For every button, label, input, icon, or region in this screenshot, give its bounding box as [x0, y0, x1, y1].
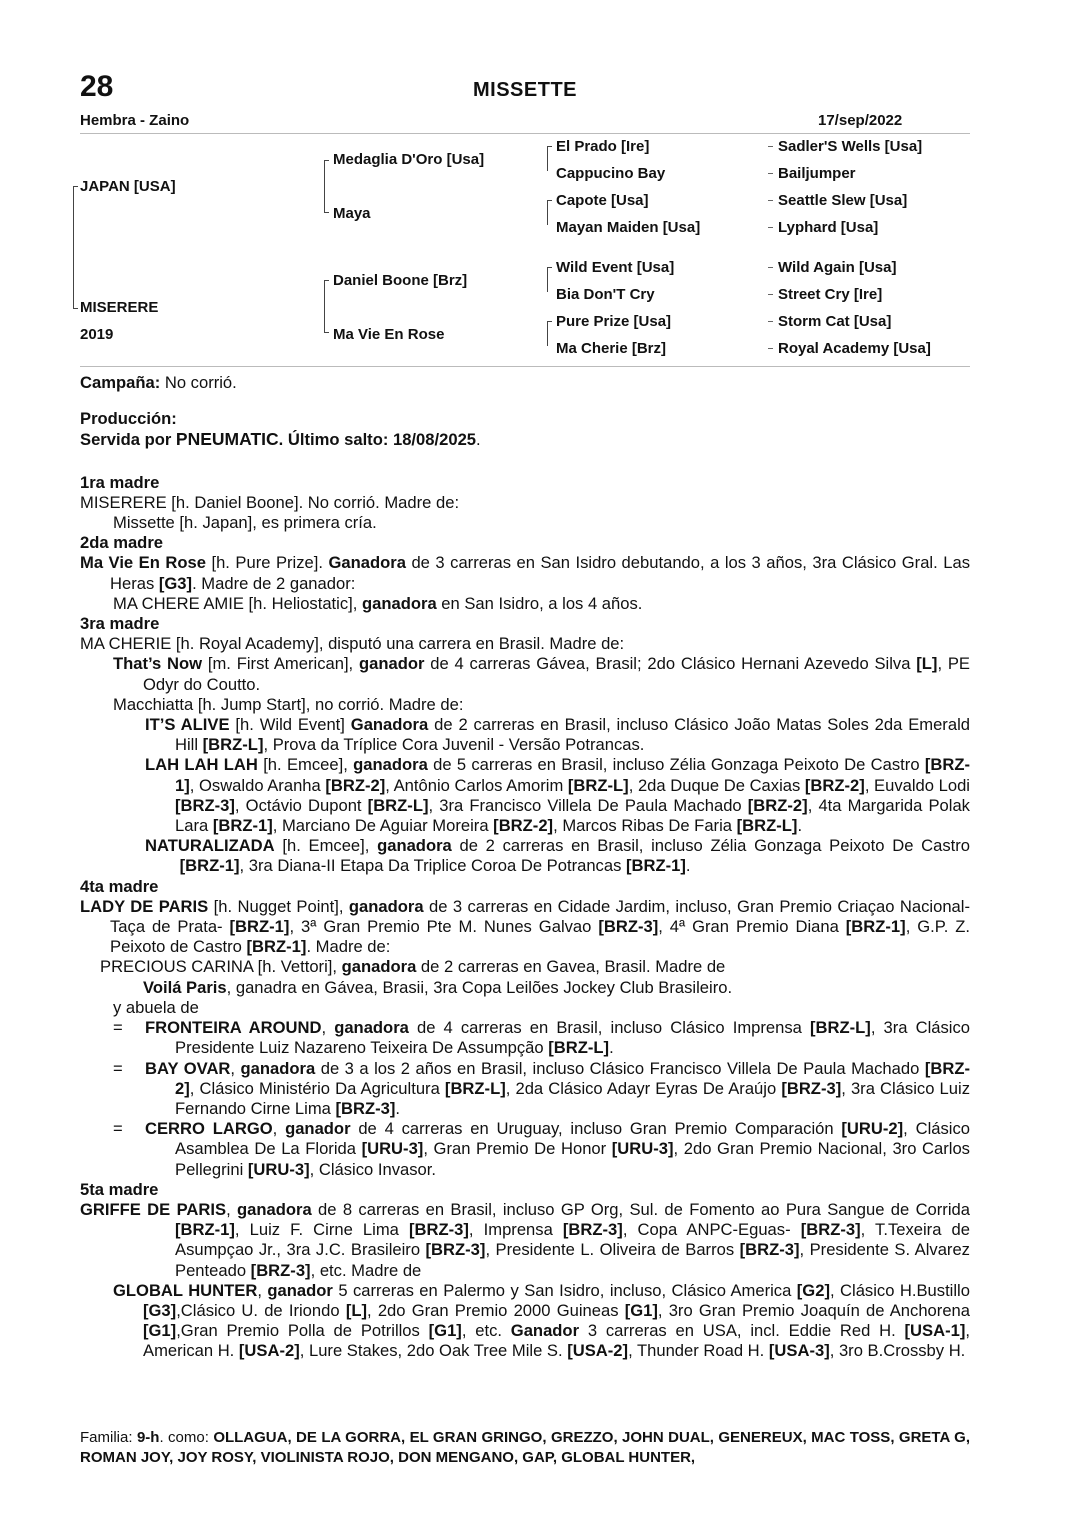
pedigree-chart [80, 134, 970, 366]
pedigree-bracket [73, 186, 74, 308]
family-names: OLLAGUA, DE LA GORRA, EL GRAN GRINGO, GREZZO, JOHN DUAL, GENEREUX, MAC TOSS, GRETA G, ROMAN JOY, JOY ROSY, VIOLINISTA ROJO, DON MENGANO, GAP, GLOBAL HUNTER, [80, 1429, 970, 1466]
dam-4-great-2: = BAY OVAR, ganadora de 3 a los 2 años en Brasil, incluso Clásico Francisco Villela De Paula Machado [BRZ-2], Clásico Ministério Da Agricultura [BRZ-L], 2da Clásico Adayr Eyras De Araújo [BRZ-3], 3ra Clásico Luiz Fernando Cirne Lima [BRZ-3]. [113, 1058, 970, 1118]
pedigree-bracket [547, 267, 548, 292]
pedigree-bracket [547, 200, 548, 225]
campaign-text: No corrió. [160, 373, 237, 392]
pedigree-dash [768, 146, 773, 147]
production-label: Producción: [80, 409, 177, 429]
dam-3-grand-3: NATURALIZADA [h. Emcee], ganadora de 2 carreras en Brasil, incluso Zélia Gonzaga Peixoto De Castro [BRZ-1], 3ra Diana-II Etapa Da Triplice Coroa De Potrancas [BRZ-1]. [145, 836, 970, 876]
pedigree-gen3-8: Ma Cherie [Brz] [556, 340, 667, 357]
pedigree-gen3-3: Capote [Usa] [556, 192, 649, 209]
pedigree-gen2-4: Ma Vie En Rose [333, 326, 445, 343]
pedigree-gen4-4: Lyphard [Usa] [778, 219, 879, 236]
family-como: . como: [159, 1429, 214, 1446]
section-3ra-madre: 3ra madre [80, 614, 160, 634]
lot-number: 28 [80, 70, 114, 103]
pedigree-gen2-2: Maya [333, 205, 371, 222]
pedigree-gen2-1: Medaglia D'Oro [Usa] [333, 151, 485, 168]
dam-5-produce-1: GLOBAL HUNTER, ganador 5 carreras en Palermo y San Isidro, incluso, Clásico America [G2], Clásico H.Bustillo [G3],Clásico U. de Iriondo [L], 2do Gran Premio 2000 Guineas [G1], 3ro Gran Premio Joaquín de Anchorena [G1],Gran Premio Polla de Potrillos [G1], etc. Ganador 3 carreras en USA, incl. Eddie Red H. [USA-1], American H. [USA-2], Lure Stakes, 2do Oak Tree Mile S. [USA-2], Thunder Road H. [USA-3], 3ro B.Crossby H. [113, 1280, 971, 1361]
pedigree-gen3-7: Pure Prize [Usa] [556, 313, 672, 330]
pedigree-gen3-1: El Prado [Ire] [556, 138, 650, 155]
pedigree-tick [547, 321, 552, 322]
pedigree-tick [324, 212, 329, 213]
pedigree-tick [547, 200, 552, 201]
dam-2-text: Ma Vie En Rose [h. Pure Prize]. Ganadora de 3 carreras en San Isidro debutando, a los 3 años, 3ra Clásico Gral. Las Heras [G3]. Madre de 2 ganador: [80, 553, 970, 593]
production-line [80, 429, 970, 450]
pedigree-bracket [547, 146, 548, 171]
dam-4-great-3: = CERRO LARGO, ganador de 4 carreras en Uruguay, incluso Gran Premio Comparación [URU-2], Clásico Asamblea De La Florida [URU-3], Gran Premio De Honor [URU-3], 2do Gran Premio Nacional, 3ro Carlos Pellegrini [URU-3], Clásico Invasor. [113, 1119, 970, 1179]
pedigree-gen4-3: Seattle Slew [Usa] [778, 192, 908, 209]
horse-name: MISSETTE [472, 79, 577, 101]
pedigree-rule [80, 366, 970, 367]
served-prefix: Servida por [80, 430, 176, 450]
produce-record [80, 373, 970, 1362]
last-jump: . Último salto: 18/08/2025 [278, 430, 477, 450]
pedigree-gen4-8: Royal Academy [Usa] [778, 340, 931, 357]
pedigree-gen2-3: Daniel Boone [Brz] [333, 272, 468, 289]
birth-date: 17/sep/2022 [818, 112, 903, 129]
pedigree-gen4-7: Storm Cat [Usa] [778, 313, 892, 330]
pedigree-tick [324, 280, 329, 281]
section-5ta-madre: 5ta madre [80, 1179, 159, 1199]
pedigree-gen3-2: Cappucino Bay [556, 165, 666, 182]
sex-color: Hembra - Zaino [80, 112, 190, 129]
pedigree-bracket [324, 280, 325, 332]
dam-5-text: GRIFFE DE PARIS, ganadora de 8 carreras en Brasil, incluso GP Org, Sul. de Fomento ao Pura Sangue de Corrida [BRZ-1], Luiz F. Cirne Lima [BRZ-3], Imprensa [BRZ-3], Copa ANPC-Eguas- [BRZ-3], T.Texeira de Asumpçao Jr., 3ra J.C. Brasileiro [BRZ-3], Presidente L. Oliveira de Barros [BRZ-3], Presidente S. Alvarez Penteado [BRZ-3], etc. Madre de [80, 1199, 970, 1280]
pedigree-dash [768, 227, 773, 228]
section-2da-madre: 2da madre [80, 533, 164, 553]
pedigree-tick [73, 308, 78, 309]
pedigree-dash [768, 173, 773, 174]
pedigree-dash [768, 294, 773, 295]
dam-3-produce-2: Macchiatta [h. Jump Start], no corrió. Madre de: [113, 694, 464, 714]
dam-year: 2019 [80, 326, 114, 343]
dam-4-abuela: y abuela de [113, 997, 199, 1017]
pedigree-dash [768, 200, 773, 201]
served-stallion: PNEUMATIC [175, 429, 279, 450]
pedigree-gen4-1: Sadler'S Wells [Usa] [778, 138, 923, 155]
pedigree-bracket [547, 321, 548, 346]
pedigree-gen3-4: Mayan Maiden [Usa] [556, 219, 701, 236]
sire: JAPAN [USA] [80, 178, 176, 195]
dam-3-produce-1: That’s Now [m. First American], ganador de 4 carreras Gávea, Brasil; 2do Clásico Hernani Azevedo Silva [L], PE Odyr do Coutto. [113, 654, 970, 694]
dam-4-great-1: = FRONTEIRA AROUND, ganadora de 4 carreras en Brasil, incluso Clásico Imprensa [BRZ-L], 3ra Clásico Presidente Luiz Nazareno Teixeira De Assumpção [BRZ-L]. [113, 1018, 970, 1058]
dam-2-produce: MA CHERE AMIE [h. Heliostatic], ganadora en San Isidro, a los 4 años. [113, 593, 643, 613]
pedigree-gen3-6: Bia Don'T Cry [556, 286, 655, 303]
pedigree-gen4-5: Wild Again [Usa] [778, 259, 897, 276]
campaign-line [80, 373, 970, 393]
family-label: Familia: [80, 1429, 137, 1446]
dam-1-text: MISERERE [h. Daniel Boone]. No corrió. Madre de: [80, 492, 460, 512]
pedigree-gen4-6: Street Cry [Ire] [778, 286, 883, 303]
dam-4-text: LADY DE PARIS [h. Nugget Point], ganadora de 3 carreras en Cidade Jardim, incluso, Gran Premio Criaçao Nacional-Taça de Prata- [BRZ-1], 3ª Gran Premio Pte M. Nunes Galvao [BRZ-3], 4ª Gran Premio Diana [BRZ-1], G.P. Z. Peixoto de Castro [BRZ-1]. Madre de: [80, 896, 971, 957]
pedigree-dash [768, 321, 773, 322]
section-4ta-madre: 4ta madre [80, 876, 159, 896]
dam-3-text: MA CHERIE [h. Royal Academy], disputó una carrera en Brasil. Madre de: [80, 634, 625, 654]
dam-1-produce: Missette [h. Japan], es primera cría. [113, 513, 377, 533]
family-line [80, 1428, 970, 1468]
pedigree-bracket [324, 160, 325, 212]
production-end: . [476, 430, 481, 450]
pedigree-tick [547, 267, 552, 268]
pedigree-tick [73, 186, 78, 187]
campaign-label: Campaña: [80, 373, 161, 392]
dam-4-produce-1: PRECIOUS CARINA [h. Vettori], ganadora de 2 carreras en Gavea, Brasil. Madre de [100, 957, 726, 977]
dam-4-grand-1: Voilá Paris, ganadra en Gávea, Brasii, 3ra Copa Leilões Jockey Club Brasileiro. [143, 977, 733, 997]
dam-3-grand-1: IT’S ALIVE [h. Wild Event] Ganadora de 2 carreras en Brasil, incluso Clásico João Matas Soles 2da Emerald Hill [BRZ-L], Prova da Tríplice Cora Juvenil - Versão Potrancas. [145, 715, 970, 755]
dam-3-grand-2: LAH LAH LAH [h. Emcee], ganadora de 5 carreras en Brasil, incluso Zélia Gonzaga Peixoto De Castro [BRZ-1], Oswaldo Aranha [BRZ-2], Antônio Carlos Amorim [BRZ-L], 2da Duque De Caxias [BRZ-2], Euvaldo Lodi [BRZ-3], Octávio Dupont [BRZ-L], 3ra Francisco Villela De Paula Machado [BRZ-2], 4ta Margarida Polak Lara [BRZ-1], Marciano De Aguiar Moreira [BRZ-2], Marcos Ribas De Faria [BRZ-L]. [145, 755, 971, 836]
pedigree-dash [768, 267, 773, 268]
pedigree-dash [768, 348, 773, 349]
section-1ra-madre: 1ra madre [80, 472, 160, 492]
dam: MISERERE [80, 299, 159, 316]
pedigree-gen4-2: Bailjumper [778, 165, 856, 182]
pedigree-tick [324, 332, 329, 333]
pedigree-tick [547, 146, 552, 147]
family-number: 9-h [136, 1429, 160, 1446]
pedigree-gen3-5: Wild Event [Usa] [556, 259, 675, 276]
pedigree-tick [324, 160, 329, 161]
